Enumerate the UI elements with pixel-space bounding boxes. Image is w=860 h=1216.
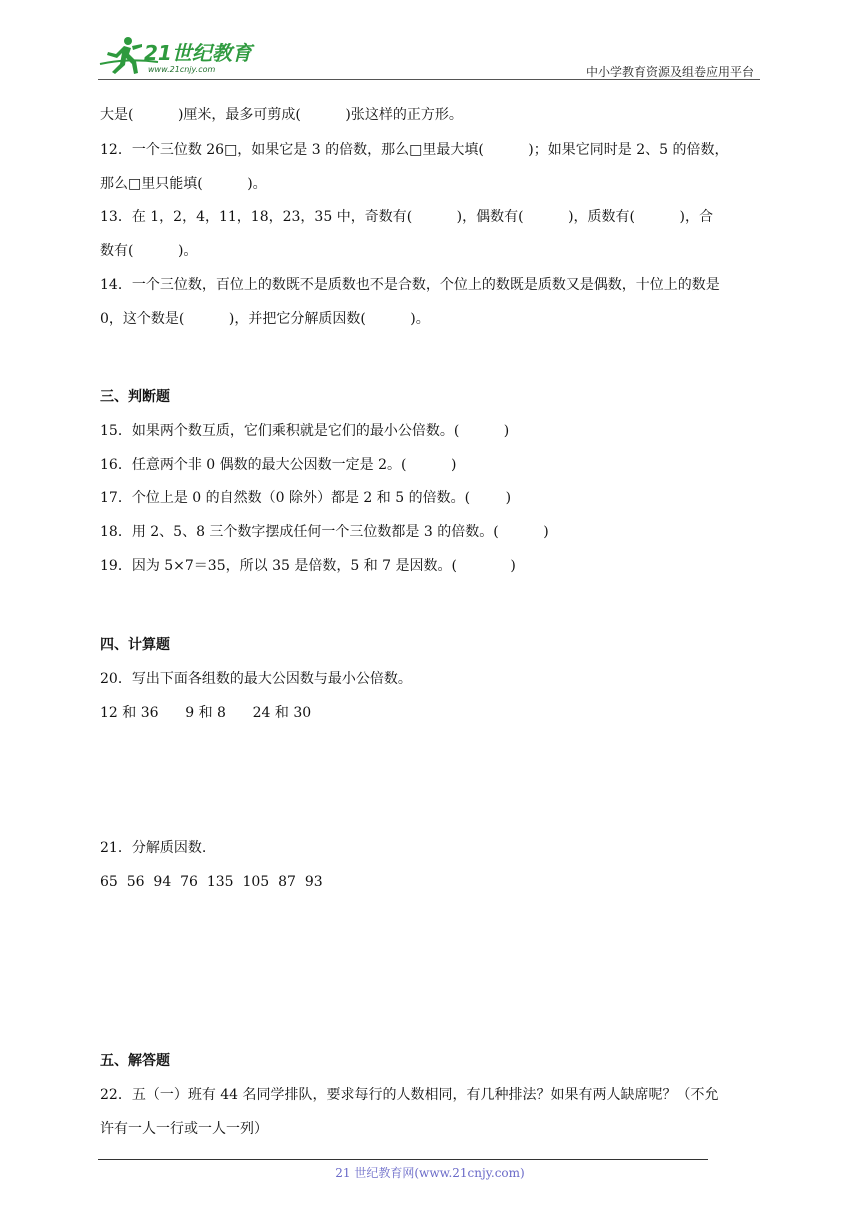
question-line: 14．一个三位数，百位上的数既不是质数也不是合数，个位上的数既是质数又是偶数，十位上的数是: [100, 277, 720, 293]
header-tagline: 中小学教育资源及组卷应用平台: [585, 65, 754, 79]
logo-url: www.21cnjy.com: [148, 65, 216, 74]
question-line: 数有( )。: [100, 243, 198, 259]
page-header: [98, 30, 760, 80]
question-line: 65 56 94 76 135 105 87 93: [100, 874, 323, 890]
question-line: 21．分解质因数.: [100, 840, 207, 856]
question-line: 12．一个三位数 26□，如果它是 3 的倍数，那么□里最大填( )；如果它同时是 2、5 的倍数，: [100, 142, 729, 158]
question-line: 15．如果两个数互质，它们乘积就是它们的最小公倍数。( ): [100, 423, 510, 439]
question-line: 18．用 2、5、8 三个数字摆成任何一个三位数都是 3 的倍数。( ): [100, 524, 549, 540]
question-line: 那么□里只能填( )。: [100, 176, 267, 192]
question-line: 0，这个数是( )，并把它分解质因数( )。: [100, 311, 430, 327]
footer-divider: [98, 1159, 708, 1160]
runner-icon: [107, 37, 142, 74]
question-line: 大是( )厘米，最多可剪成( )张这样的正方形。: [100, 107, 463, 123]
question-line: 12 和 36 9 和 8 24 和 30: [100, 705, 312, 721]
question-line: 17．个位上是 0 的自然数（0 除外）都是 2 和 5 的倍数。( ): [100, 490, 512, 506]
header-divider: [98, 79, 760, 80]
question-line: 16．任意两个非 0 偶数的最大公因数一定是 2。( ): [100, 457, 457, 473]
section-heading: 四、计算题: [100, 637, 170, 653]
question-line: 22．五（一）班有 44 名同学排队，要求每行的人数相同，有几种排法？如果有两人缺席呢？（不允: [100, 1087, 719, 1103]
question-line: 20．写出下面各组数的最大公因数与最小公倍数。: [100, 671, 412, 687]
page-footer: 21 世纪教育网(www.21cnjy.com): [335, 1166, 525, 1180]
question-line: 13．在 1，2，4，11，18，23，35 中，奇数有( )，偶数有( )，质数有( )，合: [100, 209, 713, 225]
section-heading: 五、解答题: [100, 1053, 170, 1069]
logo-title: 21世纪教育: [144, 41, 252, 65]
question-line: 19．因为 5×7＝35，所以 35 是倍数，5 和 7 是因数。( ): [100, 558, 516, 574]
21cnjy-logo: [98, 34, 268, 76]
section-heading: 三、判断题: [100, 389, 170, 405]
question-line: 许有一人一行或一人一列）: [100, 1121, 268, 1137]
